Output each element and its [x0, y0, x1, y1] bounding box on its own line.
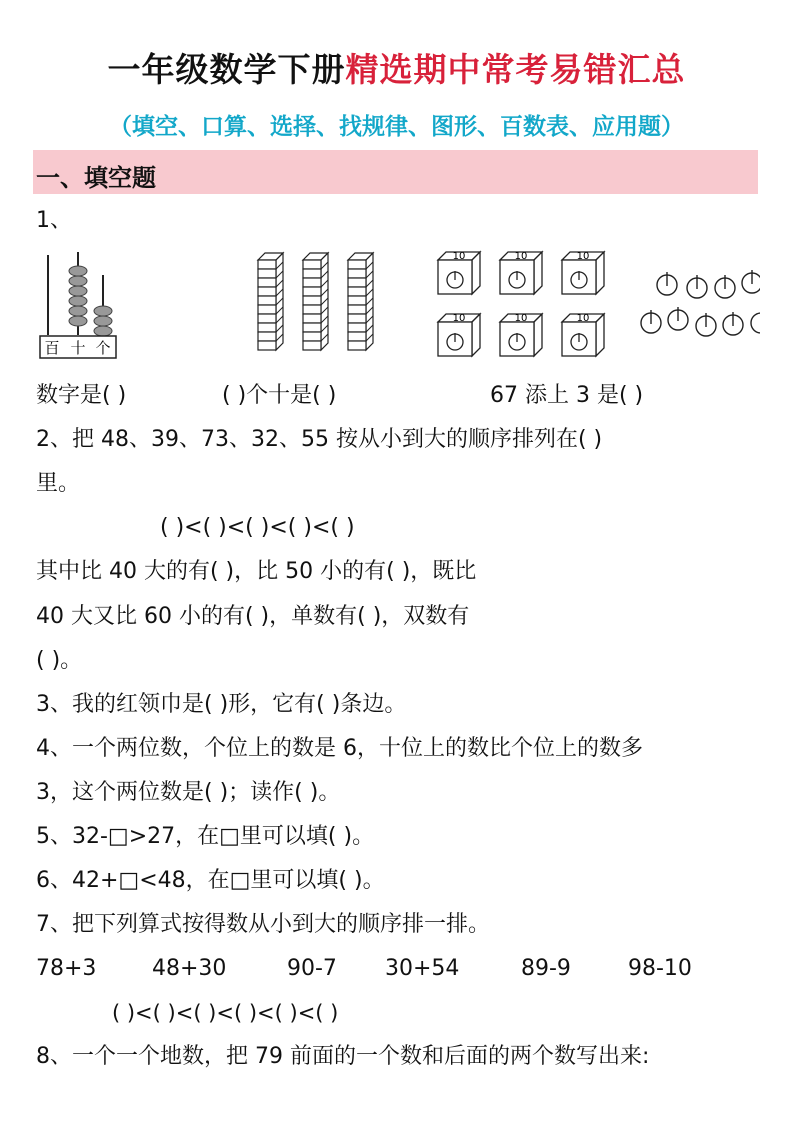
title-red: 精选期中常考易错汇总: [345, 50, 686, 89]
question-7-line-1: 7、把下列算式按得数从小到大的顺序排一排。: [36, 912, 490, 937]
question-2-line-1: 2、把 48、39、73、32、55 按从小到大的顺序排列在( ): [36, 427, 603, 452]
abacus-figure: [40, 252, 116, 358]
question-2-blanks: ( )<( )<( )<( )<( ): [160, 515, 355, 540]
apple: [751, 310, 760, 333]
ten-box: [500, 313, 542, 356]
ten-rod: [258, 253, 283, 350]
ten-box-label: 10: [452, 251, 466, 262]
question-4-line-2: 3，这个两位数是( )；读作( )。: [36, 780, 341, 805]
question-2-line-2: 里。: [36, 471, 81, 496]
ten-box: [562, 313, 604, 356]
question-2-line-4: 40 大又比 60 小的有( )，单数有( )，双数有: [36, 604, 470, 629]
question-8: 8、一个一个地数，把 79 前面的一个数和后面的两个数写出来:: [36, 1044, 650, 1069]
ten-box: [562, 251, 604, 294]
ten-box-label: 10: [514, 251, 528, 262]
title-black: 一年级数学下册: [107, 50, 346, 89]
question-7-expr-5: 89-9: [521, 956, 571, 981]
ten-rod: [303, 253, 328, 350]
apple: [742, 270, 760, 293]
question-7-expr-6: 98-10: [628, 956, 692, 981]
question-3: 3、我的红领巾是( )形，它有( )条边。: [36, 692, 407, 717]
page-subtitle: （填空、口算、选择、找规律、图形、百数表、应用题）: [109, 114, 684, 140]
abacus-label-hundreds: 百: [44, 339, 60, 357]
question-7-expr-3: 90-7: [287, 956, 337, 981]
apple: [696, 313, 716, 336]
question-4-line-1: 4、一个两位数，个位上的数是 6，十位上的数比个位上的数多: [36, 736, 643, 761]
section-title: 一、填空题: [36, 164, 156, 192]
question-1-blank-c: 67 添上 3 是( ): [490, 383, 644, 408]
question-2-line-3: 其中比 40 大的有( )，比 50 小的有( )，既比: [36, 559, 477, 584]
ten-box-label: 10: [576, 251, 590, 262]
ten-rods-figure: [258, 253, 373, 350]
ten-box-label: 10: [576, 313, 590, 324]
ten-rod: [348, 253, 373, 350]
question-7-expr-2: 48+30: [152, 956, 227, 981]
question-7-expr-4: 30+54: [385, 956, 460, 981]
ten-box: [438, 313, 480, 356]
abacus-label-tens: 十: [70, 339, 86, 357]
question-1-label: 1、: [36, 208, 72, 233]
question-1-pictures: [30, 240, 760, 370]
question-1-blank-b: ( )个十是( ): [222, 383, 337, 408]
apple: [687, 275, 707, 298]
apple: [657, 272, 677, 295]
apple: [723, 312, 743, 335]
abacus-label-ones: 个: [95, 339, 111, 357]
page-title: [0, 44, 793, 91]
apple: [641, 310, 661, 333]
ten-boxes-figure: [438, 251, 604, 356]
question-2-line-5: ( )。: [36, 648, 83, 673]
question-5: 5、32-□>27，在□里可以填( )。: [36, 824, 375, 849]
ten-box-label: 10: [452, 313, 466, 324]
single-apples-figure: [641, 270, 760, 336]
question-7-expr-1: 78+3: [36, 956, 97, 981]
question-6: 6、42+□<48，在□里可以填( )。: [36, 868, 385, 893]
ten-box-label: 10: [514, 313, 528, 324]
question-7-blanks: ( )<( )<( )<( )<( )<( ): [112, 1001, 339, 1025]
apple: [715, 275, 735, 298]
apple: [668, 307, 688, 330]
ten-box: [438, 251, 480, 294]
question-1-blank-a: 数字是( ): [36, 383, 127, 408]
ten-box: [500, 251, 542, 294]
